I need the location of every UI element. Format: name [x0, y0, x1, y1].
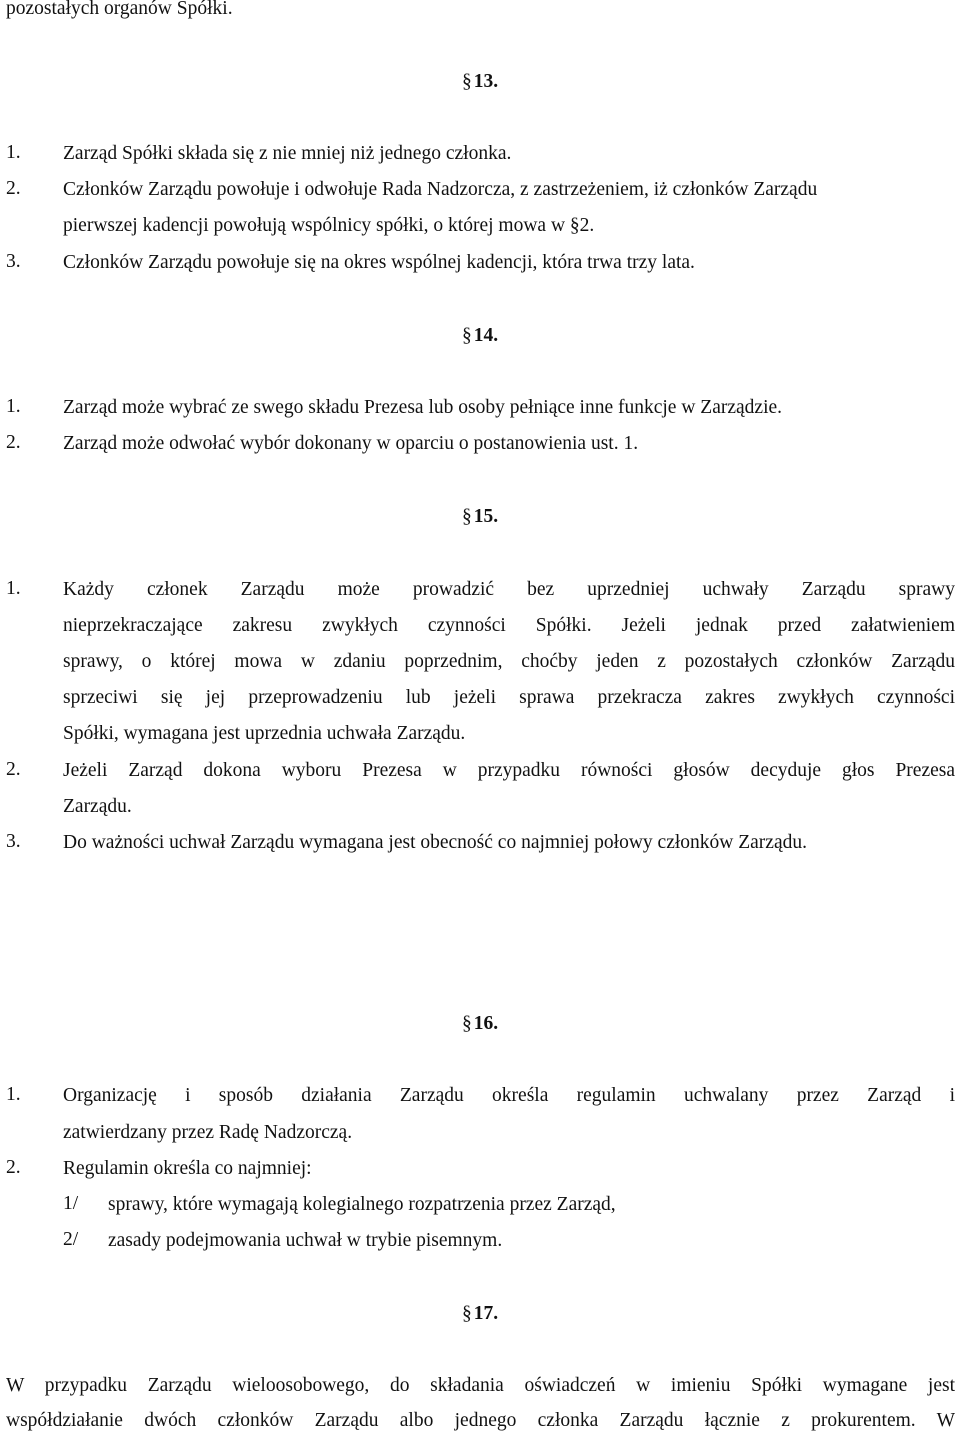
list-item: Zarząd Spółki składa się z nie mniej niż jednego członka.	[63, 143, 512, 164]
item-number: 2.	[6, 759, 21, 780]
section-heading-14	[0, 324, 960, 348]
list-item-continuation: sprawy, o której mowa w zdaniu poprzednim, choćby jeden z pozostałych członków Zarządu	[63, 651, 955, 672]
section-symbol: §	[461, 71, 472, 92]
list-item: Zarząd może wybrać ze swego składu Prezesa lub osoby pełniące inne funkcje w Zarządzie.	[63, 397, 783, 418]
item-number: 1.	[6, 1084, 21, 1105]
item-number: 1.	[6, 396, 21, 417]
section-heading-17	[0, 1302, 960, 1326]
subitem-number: 2/	[63, 1229, 79, 1250]
item-number: 1.	[6, 578, 21, 599]
list-item-continuation: nieprzekraczające zakresu zwykłych czynności Spółki. Jeżeli jednak przed załatwieniem	[63, 615, 955, 636]
list-item-continuation: pierwszej kadencji powołują wspólnicy spółki, o której mowa w §2.	[63, 215, 595, 236]
continuation-text: pozostałych organów Spółki.	[6, 0, 233, 19]
section-symbol: §	[461, 1013, 472, 1034]
section-number: 13.	[473, 71, 499, 92]
list-item: Członków Zarządu powołuje i odwołuje Rada Nadzorcza, z zastrzeżeniem, iż członków Zarządu	[63, 179, 818, 200]
list-item-continuation: Spółki, wymagana jest uprzednia uchwała Zarządu.	[63, 723, 466, 744]
section-number: 17.	[473, 1303, 499, 1324]
list-item: Do ważności uchwał Zarządu wymagana jest obecność co najmniej połowy członków Zarządu.	[63, 832, 807, 853]
section-symbol: §	[461, 506, 472, 527]
list-item-continuation: Zarządu.	[63, 796, 132, 817]
paragraph-line: współdziałanie dwóch członków Zarządu albo jednego członka Zarządu łącznie z prokurentem. W	[6, 1410, 955, 1431]
item-number: 2.	[6, 1157, 21, 1178]
section-heading-16	[0, 1012, 960, 1036]
section-symbol: §	[461, 325, 472, 346]
item-number: 3.	[6, 251, 21, 272]
section-heading-15	[0, 505, 960, 529]
list-item: Każdy członek Zarządu może prowadzić bez uprzedniej uchwały Zarządu sprawy	[63, 579, 955, 600]
item-number: 2.	[6, 178, 21, 199]
subitem: sprawy, które wymagają kolegialnego rozpatrzenia przez Zarząd,	[108, 1194, 616, 1215]
list-item: Jeżeli Zarząd dokona wyboru Prezesa w przypadku równości głosów decyduje głos Prezesa	[63, 760, 955, 781]
list-item: Członków Zarządu powołuje się na okres wspólnej kadencji, która trwa trzy lata.	[63, 252, 695, 273]
section-number: 15.	[473, 506, 499, 527]
item-number: 1.	[6, 142, 21, 163]
subitem-number: 1/	[63, 1193, 79, 1214]
list-item: Regulamin określa co najmniej:	[63, 1158, 312, 1179]
item-number: 3.	[6, 831, 21, 852]
list-item: Organizację i sposób działania Zarządu określa regulamin uchwalany przez Zarząd i	[63, 1085, 955, 1106]
paragraph-line: W przypadku Zarządu wieloosobowego, do składania oświadczeń w imieniu Spółki wymagane jest	[6, 1375, 955, 1396]
section-number: 14.	[473, 325, 499, 346]
section-symbol: §	[461, 1303, 472, 1324]
list-item: Zarząd może odwołać wybór dokonany w oparciu o postanowienia ust. 1.	[63, 433, 639, 454]
list-item-continuation: zatwierdzany przez Radę Nadzorczą.	[63, 1122, 353, 1143]
subitem: zasady podejmowania uchwał w trybie pisemnym.	[108, 1230, 503, 1251]
section-heading-13	[0, 70, 960, 94]
section-number: 16.	[473, 1013, 499, 1034]
item-number: 2.	[6, 432, 21, 453]
list-item-continuation: sprzeciwi się jej przeprowadzeniu lub jeżeli sprawa przekracza zakres zwykłych czynności	[63, 687, 955, 708]
